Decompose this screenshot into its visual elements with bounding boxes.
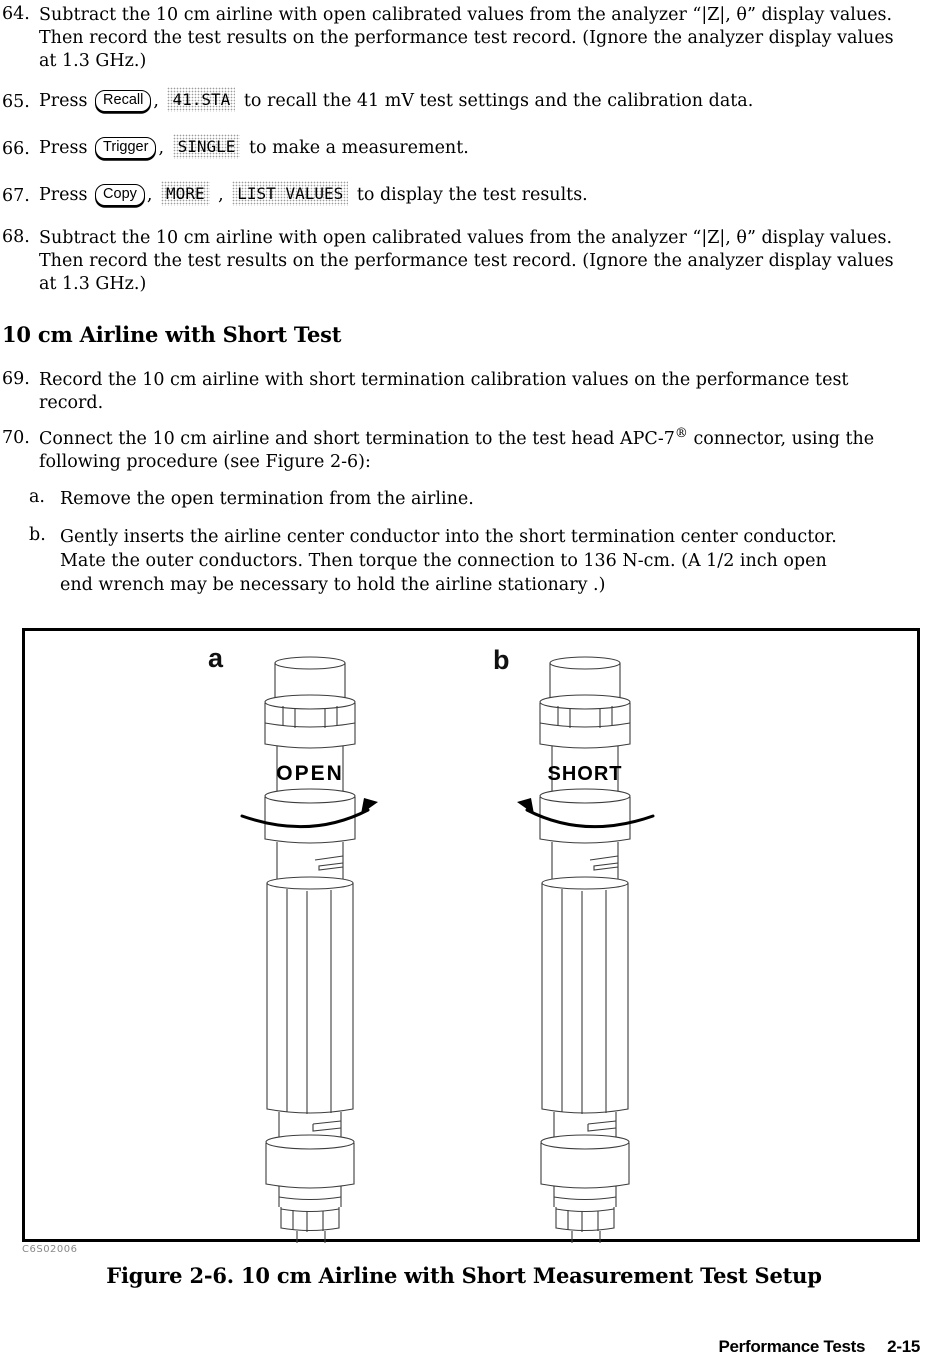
registered-trademark-symbol: ® (674, 426, 688, 442)
step-text (39, 86, 902, 117)
step-number: 70. (2, 428, 30, 448)
step-text-before: Connect the 10 cm airline and short termination to the test head APC-7 (39, 429, 675, 449)
step-number: 68. (2, 227, 30, 247)
press-label: Press (39, 138, 88, 158)
copy-keycap: Copy (95, 184, 145, 206)
press-label: Press (39, 185, 88, 205)
substep-letter: a. (29, 487, 45, 507)
comma: , (146, 185, 159, 205)
comma: , (158, 138, 170, 158)
step-text (39, 428, 895, 474)
figure-part-b-label: b (493, 645, 510, 675)
rotation-arrowhead-icon (517, 798, 534, 814)
footer-section-title: Performance Tests (718, 1337, 866, 1356)
step-text-rest: to display the test results. (351, 185, 588, 205)
step-text (39, 133, 902, 164)
rotation-arrowhead-icon (361, 798, 378, 814)
short-marking-label: SHORT (547, 763, 623, 785)
step-65 (2, 86, 902, 117)
comma: , (153, 91, 165, 111)
open-marking-label: OPEN (276, 762, 344, 785)
airline-open-drawing (235, 651, 385, 1243)
step-64 (2, 4, 902, 73)
step-text-rest: to recall the 41 mV test settings and the calibration data. (238, 91, 754, 111)
step-68 (2, 227, 902, 296)
step-text (39, 180, 902, 211)
step-text: Subtract the 10 cm airline with open calibrated values from the analyzer “|Z|, θ” display values. Then record the test results on the performance test record. (Ignore the analyzer display values at 1.3 GHz.) (39, 228, 894, 294)
softkey-41sta: 41.STA (167, 87, 235, 112)
substep-a (29, 487, 902, 511)
step-text: Subtract the 10 cm airline with open calibrated values from the analyzer “|Z|, θ” display values. Then record the test results on the performance test record. (Ignore the analyzer display values at 1.3 GHz.) (39, 5, 894, 71)
step-67 (2, 180, 902, 211)
page-content (0, 0, 928, 597)
step-text-rest: to make a measurement. (243, 138, 469, 158)
step-70 (2, 428, 902, 474)
figure-image-code: C6S02006 (22, 1244, 78, 1255)
step-number: 65. (2, 91, 30, 112)
step-number: 67. (2, 185, 30, 206)
substep-text: Remove the open termination from the airline. (60, 489, 474, 509)
step-69 (2, 369, 902, 415)
trigger-keycap: Trigger (95, 137, 156, 159)
page-footer (718, 1337, 920, 1357)
press-label: Press (39, 91, 88, 111)
recall-keycap: Recall (95, 90, 151, 112)
substep-text: Gently inserts the airline center conductor into the short termination center conductor. Mate the outer conductors. Then torque the connection to 136 N-cm. (A 1/2 inch open end wrench may be necessary to hold the airline stationary .) (60, 527, 837, 595)
step-text: Record the 10 cm airline with short termination calibration values on the performance test record. (39, 370, 849, 413)
softkey-single: SINGLE (173, 134, 241, 159)
airline-short-drawing (510, 651, 660, 1243)
footer-page-number: 2-15 (887, 1337, 920, 1356)
figure-caption: Figure 2-6. 10 cm Airline with Short Measurement Test Setup (106, 1263, 822, 1288)
step-number: 69. (2, 369, 30, 389)
step-66 (2, 133, 902, 164)
step-text-after: connector, using the following procedure (see Figure 2-6): (39, 429, 875, 472)
step-number: 66. (2, 138, 30, 159)
comma: , (212, 185, 230, 205)
substep-b (29, 525, 902, 597)
softkey-list-values: LIST VALUES (232, 181, 348, 206)
substep-letter: b. (29, 525, 46, 545)
figure-part-a-label: a (208, 643, 224, 673)
step-number: 64. (2, 4, 30, 24)
section-heading: 10 cm Airline with Short Test (2, 322, 342, 347)
figure-2-6-frame (22, 628, 920, 1242)
softkey-more: MORE (161, 181, 210, 206)
